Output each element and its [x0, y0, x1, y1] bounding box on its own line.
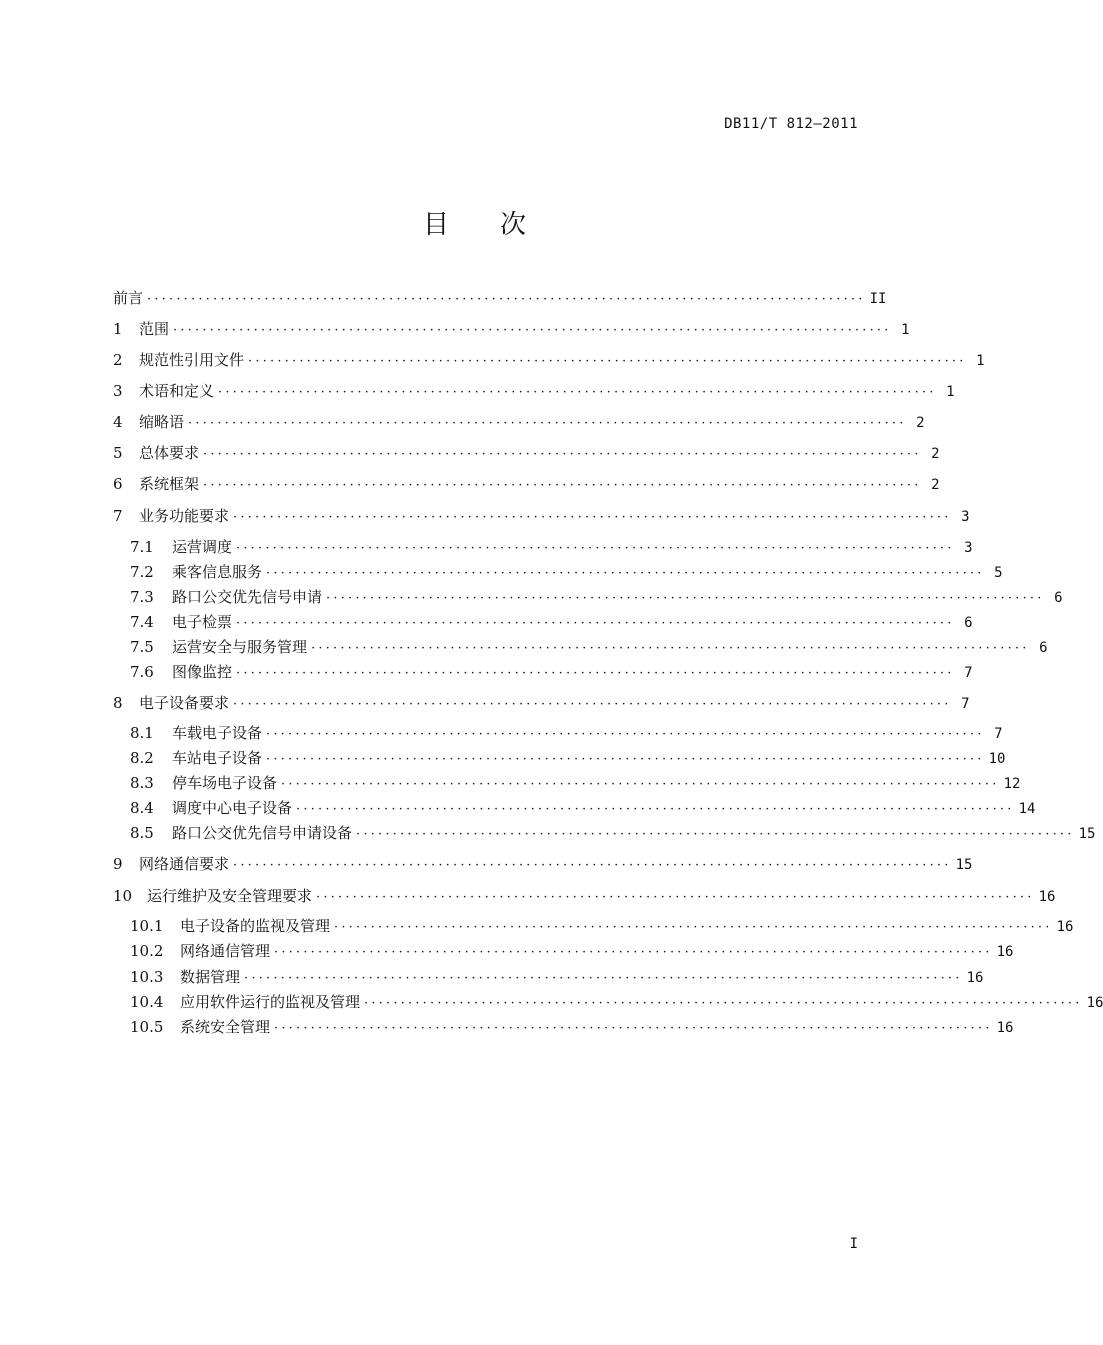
toc-entry-7-6[interactable]: [130, 661, 973, 683]
toc-title: [0, 204, 950, 241]
toc-entry-number: 7.4: [130, 613, 154, 631]
toc-entry-number: 6: [113, 475, 123, 493]
toc-entry-number: 10: [113, 887, 133, 905]
toc-leader-dots: ··································································································: [218, 385, 937, 400]
toc-entry-page: 6: [964, 615, 973, 631]
toc-entry-10-4[interactable]: [130, 991, 1103, 1013]
toc-entry-page: 16: [966, 970, 984, 986]
toc-entry-label: 车载电子设备: [172, 724, 263, 742]
toc-entry-number: 4: [113, 413, 123, 431]
toc-entry-number: 7.6: [130, 663, 154, 681]
toc-entry-label: 路口公交优先信号申请设备: [172, 824, 353, 842]
toc-leader-dots: ··································································································: [316, 890, 1035, 905]
toc-leader-dots: ··································································································: [203, 478, 922, 493]
toc-leader-dots: ··································································································: [281, 777, 1000, 792]
toc-entry-10[interactable]: [113, 885, 1056, 907]
toc-entry-label: 前言: [113, 289, 144, 307]
toc-entry-page: 7: [964, 665, 973, 681]
toc-leader-dots: ··································································································: [233, 510, 952, 525]
toc-entry-label: 调度中心电子设备: [172, 799, 293, 817]
toc-entry-7-1[interactable]: [130, 536, 973, 558]
toc-entry-10-3[interactable]: [130, 966, 984, 988]
toc-entry-page: 1: [976, 353, 985, 369]
toc-title-char-2: 次: [500, 210, 528, 240]
toc-entry-number: 7.5: [130, 638, 154, 656]
toc-entry-label: 系统安全管理: [180, 1018, 271, 1036]
toc-entry-6[interactable]: [113, 473, 940, 495]
toc-entry-page: 6: [1039, 640, 1048, 656]
toc-entry-number: 3: [113, 382, 123, 400]
toc-entry-page: 2: [916, 415, 925, 431]
toc-entry-page: 1: [901, 322, 910, 338]
toc-entry-number: 10.4: [130, 993, 164, 1011]
toc-entry-label: 网络通信要求: [139, 855, 230, 873]
toc-entry-8[interactable]: [113, 692, 970, 714]
toc-leader-dots: ··································································································: [266, 566, 985, 581]
toc-entry-8-5[interactable]: [130, 822, 1096, 844]
toc-entry-label: 电子设备的监视及管理: [180, 917, 331, 935]
toc-entry-page: II: [869, 291, 887, 307]
toc-entry-page: 16: [1086, 995, 1103, 1011]
toc-entry-number: 2: [113, 351, 123, 369]
toc-leader-dots: ··································································································: [244, 971, 963, 986]
toc-entry-8-4[interactable]: [130, 797, 1036, 819]
toc-entry-3[interactable]: [113, 380, 955, 402]
toc-leader-dots: ··································································································: [326, 591, 1045, 606]
toc-leader-dots: ··································································································: [236, 541, 955, 556]
toc-leader-dots: ··································································································: [311, 641, 1030, 656]
toc-entry-number: 8.5: [130, 824, 154, 842]
toc-entry-label: 图像监控: [172, 663, 233, 681]
toc-entry-page: 2: [931, 477, 940, 493]
toc-entry-label: 系统框架: [139, 475, 200, 493]
toc-leader-dots: ··································································································: [236, 666, 955, 681]
toc-leader-dots: ··································································································: [334, 920, 1053, 935]
toc-leader-dots: ··································································································: [233, 697, 952, 712]
toc-entry-2[interactable]: [113, 349, 985, 371]
toc-leader-dots: ··································································································: [266, 752, 985, 767]
toc-entry-page: 16: [996, 1020, 1014, 1036]
toc-entry-page: 14: [1018, 801, 1036, 817]
toc-entry-label: 运营调度: [172, 538, 233, 556]
toc-entry-number: 7.1: [130, 538, 154, 556]
toc-entry-7-5[interactable]: [130, 636, 1048, 658]
toc-entry-page: 6: [1054, 590, 1063, 606]
toc-entry-8-2[interactable]: [130, 747, 1006, 769]
toc-entry-5[interactable]: [113, 442, 940, 464]
toc-entry-label: 乘客信息服务: [172, 563, 263, 581]
toc-entry-number: 10.1: [130, 917, 164, 935]
toc-entry-number: 7: [113, 507, 123, 525]
toc-entry-7[interactable]: [113, 505, 970, 527]
toc-entry-9[interactable]: [113, 853, 973, 875]
toc-entry-number: 8: [113, 694, 123, 712]
toc-entry-4[interactable]: [113, 411, 925, 433]
toc-leader-dots: ··································································································: [248, 354, 967, 369]
toc-entry-label: 停车场电子设备: [172, 774, 278, 792]
toc-entry-number: 8.3: [130, 774, 154, 792]
toc-leader-dots: ··································································································: [203, 447, 922, 462]
toc-entry-page: 16: [1038, 889, 1056, 905]
toc-entry-label: 路口公交优先信号申请: [172, 588, 323, 606]
toc-leader-dots: ··································································································: [274, 945, 993, 960]
toc-entry-number: 5: [113, 444, 123, 462]
toc-leader-dots: ··································································································: [236, 616, 955, 631]
toc-entry-number: 8.4: [130, 799, 154, 817]
page-number: I: [849, 1236, 858, 1252]
toc-entry-7-3[interactable]: [130, 586, 1063, 608]
toc-entry-label: 业务功能要求: [139, 507, 230, 525]
toc-entry-number: 8.2: [130, 749, 154, 767]
toc-entry-label: 总体要求: [139, 444, 200, 462]
toc-entry-number: 1: [113, 320, 123, 338]
toc-entry-label: 术语和定义: [139, 382, 215, 400]
toc-leader-dots: ··································································································: [188, 416, 907, 431]
toc-entry-number: 10.2: [130, 942, 164, 960]
toc-title-char-1: 目: [422, 210, 450, 240]
toc-entry-label: 网络通信管理: [180, 942, 271, 960]
toc-entry-page: 7: [961, 696, 970, 712]
toc-leader-dots: ··································································································: [233, 858, 952, 873]
toc-entry-label: 应用软件运行的监视及管理: [180, 993, 361, 1011]
toc-entry-label: 电子检票: [172, 613, 233, 631]
toc-entry-page: 16: [996, 944, 1014, 960]
toc-leader-dots: ··································································································: [173, 323, 892, 338]
toc-leader-dots: ··································································································: [274, 1021, 993, 1036]
toc-entry-10-1[interactable]: [130, 915, 1074, 937]
toc-entry-page: 2: [931, 446, 940, 462]
toc-entry-number: 10.3: [130, 968, 164, 986]
document-code: DB11/T 812—2011: [724, 116, 858, 132]
toc-entry-label: 缩略语: [139, 413, 185, 431]
toc-entry-page: 15: [955, 857, 973, 873]
toc-leader-dots: ··································································································: [266, 727, 985, 742]
toc-entry-label: 运行维护及安全管理要求: [147, 887, 313, 905]
toc-entry-number: 8.1: [130, 724, 154, 742]
toc-entry-label: 数据管理: [180, 968, 241, 986]
toc-entry-number: 7.2: [130, 563, 154, 581]
toc-entry-page: 7: [994, 726, 1003, 742]
toc-entry-page: 15: [1078, 826, 1096, 842]
toc-entry-page: 10: [988, 751, 1006, 767]
toc-entry-page: 16: [1056, 919, 1074, 935]
toc-entry-number: 10.5: [130, 1018, 164, 1036]
toc-entry-8-3[interactable]: [130, 772, 1021, 794]
toc-entry-label: 电子设备要求: [139, 694, 230, 712]
toc-entry-8-1[interactable]: [130, 722, 1003, 744]
toc-leader-dots: ··································································································: [364, 996, 1083, 1011]
toc-entry-10-2[interactable]: [130, 940, 1014, 962]
toc-entry-label: 车站电子设备: [172, 749, 263, 767]
toc-entry-preface[interactable]: [113, 287, 887, 309]
toc-entry-number: 7.3: [130, 588, 154, 606]
toc-entry-page: 12: [1003, 776, 1021, 792]
toc-entry-7-4[interactable]: [130, 611, 973, 633]
toc-leader-dots: ··································································································: [147, 292, 866, 307]
toc-entry-label: 范围: [139, 320, 170, 338]
toc-entry-label: 规范性引用文件: [139, 351, 245, 369]
toc-entry-7-2[interactable]: [130, 561, 1003, 583]
toc-entry-label: 运营安全与服务管理: [172, 638, 308, 656]
toc-entry-page: 1: [946, 384, 955, 400]
toc-entry-page: 3: [964, 540, 973, 556]
toc-entry-1[interactable]: [113, 318, 910, 340]
toc-entry-page: 5: [994, 565, 1003, 581]
toc-entry-page: 3: [961, 509, 970, 525]
toc-entry-number: 9: [113, 855, 123, 873]
toc-leader-dots: ··································································································: [296, 802, 1015, 817]
toc-entry-10-5[interactable]: [130, 1016, 1014, 1038]
toc-leader-dots: ··································································································: [356, 827, 1075, 842]
